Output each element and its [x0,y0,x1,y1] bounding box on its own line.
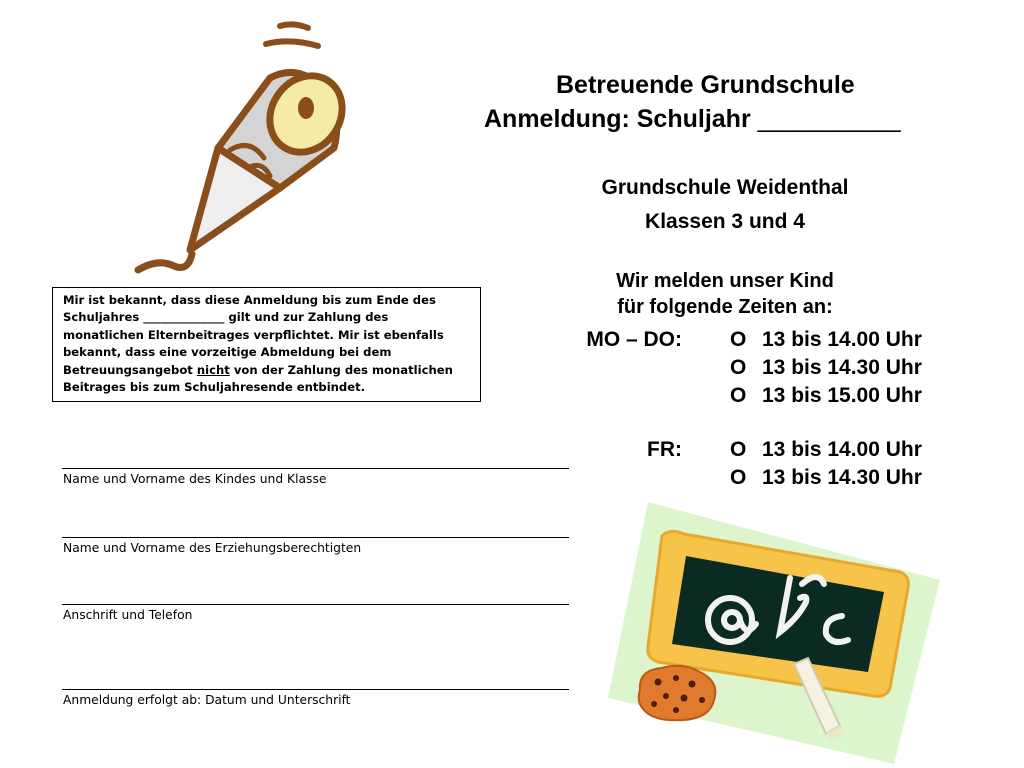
school-year-heading [484,102,900,136]
chalkboard-icon [604,500,944,766]
option-label: 13 bis 15.00 Uhr [762,384,922,407]
notice-emphasis: nicht [196,362,230,377]
option-mon-thu-1400[interactable] [730,326,922,354]
notice-year-blank: ______________ [143,310,225,325]
school-year-blank: ___________ [757,105,900,133]
guardian-name-line[interactable] [62,537,569,538]
option-label: 13 bis 14.30 Uhr [762,466,922,489]
child-name-label: Name und Vorname des Kindes und Klasse [63,472,327,486]
notice-line: Schuljahres ______________ gilt und zur Zahlung des [63,310,389,325]
address-phone-label: Anschrift und Telefon [63,608,193,622]
checkbox-circle[interactable]: O [730,328,747,351]
registration-intro-line2: für folgende Zeiten an: [617,296,833,318]
school-name: Grundschule Weidenthal [601,176,849,199]
child-name-line[interactable] [62,468,569,469]
option-fri-1400[interactable] [730,436,922,464]
checkbox-circle[interactable]: O [730,356,747,379]
registration-intro-line1: Wir melden unser Kind [616,270,834,292]
cookie-icon [632,660,722,724]
school-year-label: Anmeldung: Schuljahr [484,105,751,133]
day-label-mon-thu: MO – DO: [586,328,682,351]
guardian-name-label: Name und Vorname des Erziehungsberechtigten [63,541,362,555]
checkbox-circle[interactable]: O [730,466,747,489]
option-label: 13 bis 14.00 Uhr [762,328,922,351]
notice-line: monatlichen Elternbeitrages verpflichtet. Mir ist ebenfalls [63,327,444,342]
notice-line: bekannt, dass eine vorzeitige Abmeldung bei dem [63,345,392,360]
date-signature-line[interactable] [62,689,569,690]
notice-line: Beitrages bis zum Schuljahresende entbindet. [63,380,366,395]
option-mon-thu-1430[interactable] [730,354,922,382]
option-fri-1430[interactable] [730,464,922,492]
notice-box [52,287,481,402]
notice-line: Betreuungsangebot nicht von der Zahlung des monatlichen [63,362,453,377]
checkbox-circle[interactable]: O [730,384,747,407]
date-signature-label: Anmeldung erfolgt ab: Datum und Unterschrift [63,693,351,707]
option-label: 13 bis 14.00 Uhr [762,438,922,461]
address-phone-line[interactable] [62,604,569,605]
class-range: Klassen 3 und 4 [645,210,805,233]
option-label: 13 bis 14.30 Uhr [762,356,922,379]
page-title: Betreuende Grundschule [556,71,855,99]
pencil-icon [130,18,360,280]
day-label-fri: FR: [647,438,682,461]
notice-line: Mir ist bekannt, dass diese Anmeldung bis zum Ende des [63,293,436,307]
checkbox-circle[interactable]: O [730,438,747,461]
option-mon-thu-1500[interactable] [730,382,922,410]
